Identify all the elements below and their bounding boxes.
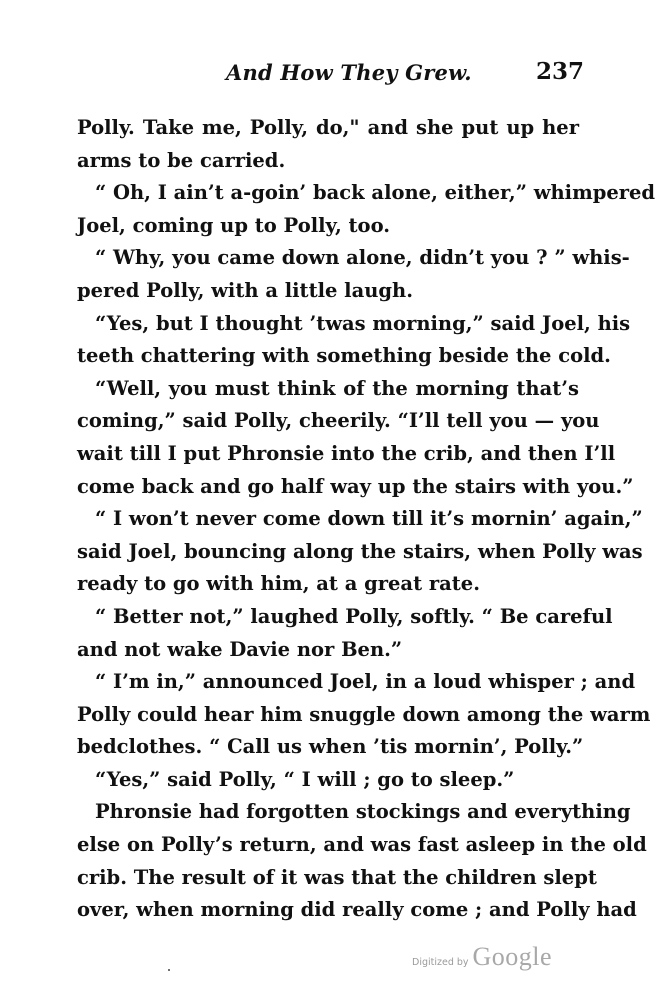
running-title: And How They Grew. (226, 60, 472, 85)
text-line: Polly could hear him snuggle down among the warm (77, 702, 651, 726)
text-line: “Well, you must think of the morning that’s (95, 376, 579, 400)
text-line: “ I’m in,” announced Joel, in a loud whisper ; and (95, 670, 636, 694)
text-line: over, when morning did really come ; and Polly had (77, 898, 637, 922)
text-line: come back and go half way up the stairs with you.” (77, 474, 634, 498)
text-line: “Yes, but I thought ’twas morning,” said Joel, his (95, 311, 631, 335)
text-line: Joel, coming up to Polly, too. (77, 213, 391, 237)
digitized-watermark (412, 942, 552, 982)
text-line: crib. The result of it was that the children slept (77, 865, 597, 889)
text-line: “ Oh, I ain’t a-goin’ back alone, either,” whimpered (95, 181, 656, 205)
text-line: said Joel, bouncing along the stairs, when Polly was (77, 539, 643, 563)
text-line: wait till I put Phronsie into the crib, and then I’ll (77, 441, 616, 465)
text-line: “ Why, you came down alone, didn’t you ? ” whis- (95, 246, 630, 270)
text-line: “ I won’t never come down till it’s mornin’ again,” (95, 507, 643, 531)
text-line: pered Polly, with a little laugh. (77, 278, 413, 302)
text-line: “ Better not,” laughed Polly, softly. “ Be careful (95, 604, 613, 628)
print-speck (168, 969, 170, 971)
page-header (0, 58, 667, 90)
text-line: Polly. Take me, Polly, do," and she put up her (77, 116, 579, 139)
text-line: arms to be carried. (77, 148, 286, 172)
text-line: and not wake Davie nor Ben.” (77, 637, 403, 661)
text-line: ready to go with him, at a great rate. (77, 572, 480, 596)
text-line: teeth chattering with something beside the cold. (77, 344, 611, 368)
body-text (77, 112, 656, 927)
page-number: 237 (536, 58, 585, 85)
google-logo: Google (472, 942, 553, 971)
text-line: else on Polly’s return, and was fast asleep in the old (77, 833, 647, 857)
text-line: coming,” said Polly, cheerily. “I’ll tell you — you (77, 409, 600, 433)
watermark-prefix: Digitized by (412, 957, 469, 968)
text-line: Phronsie had forgotten stockings and everything (95, 800, 631, 824)
text-line: bedclothes. “ Call us when ’tis mornin’, Polly.” (77, 735, 584, 759)
text-line: “Yes,” said Polly, “ I will ; go to sleep.” (95, 767, 515, 791)
